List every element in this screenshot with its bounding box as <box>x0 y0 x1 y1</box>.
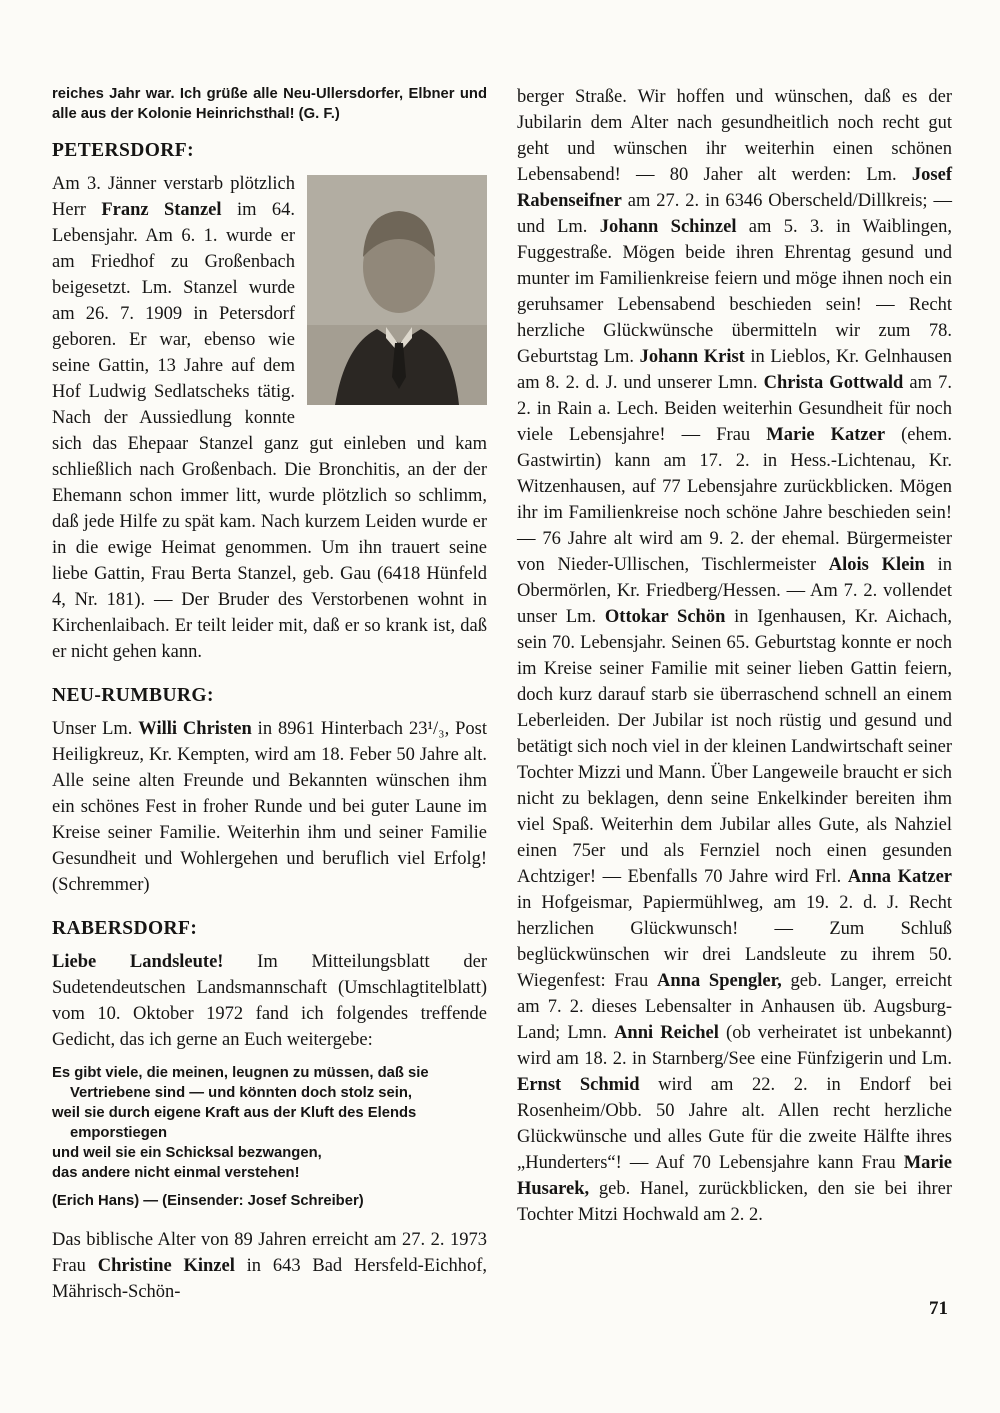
section-heading-petersdorf: PETERSDORF: <box>52 140 194 161</box>
portrait-photo-graphic <box>307 175 487 405</box>
petersdorf-obituary-paragraph <box>52 171 487 665</box>
petersdorf-obituary-text: Am 3. Jänner verstarb plötzlich Herr Franz Stanzel im 64. Lebensjahr. Am 6. 1. wurde er am Friedhof zu Großenbach beigesetzt. Lm. Stanzel wurde am 26. 7. 1909 in Petersdorf geboren. Er war, ebenso wie seine Gattin, 13 Jahre auf dem Hof Ludwig Sedlatscheks tätig. Nach der Aussiedlung konnte sich das Ehepaar Stanzel ganz gut einleben und kam schließlich nach Großenbach. Die Bronchitis, an der der Ehemann schon immer litt, wurde plötzlich so schlimm, daß jede Hilfe zu spät kam. Nach kurzem Leiden wurde er in die ewige Heimat genommen. Um ihn trauert seine liebe Gattin, Frau Berta Stanzel, geb. Gau (6418 Hünfeld 4, Nr. 181). — Der Bruder des Verstorbenen wohnt in Kirchenlaibach. Er teilt leider mit, daß er so krank ist, daß er nicht gehen kann. <box>52 174 487 662</box>
rabersdorf-closing-text: Das biblische Alter von 89 Jahren erreicht am 27. 2. 1973 Frau Christine Kinzel in 643 Bad Hersfeld-Eichhof, Mährisch-Schön- <box>52 1230 487 1302</box>
rabersdorf-intro-text: Liebe Landsleute! Im Mitteilungsblatt der Sudetendeutschen Landsmannschaft (Umschlagtitelblatt) vom 10. Oktober 1972 fand ich folgendes treffende Gedicht, das ich gerne an Euch weitergebe: <box>52 952 487 1050</box>
section-heading-neu-rumburg: NEU-RUMBURG: <box>52 685 214 706</box>
poem-credit-line: (Erich Hans) — (Einsender: Josef Schreiber) <box>52 1193 364 1209</box>
neu-rumburg-paragraph <box>52 716 487 898</box>
birthday-news-paragraph <box>517 84 952 1228</box>
rabersdorf-intro-paragraph <box>52 949 487 1053</box>
section-heading-rabersdorf: RABERSDORF: <box>52 918 198 939</box>
page-number: 71 <box>929 1298 948 1319</box>
portrait-photo <box>307 175 487 405</box>
poem-block: Es gibt viele, die meinen, leugnen zu müssen, daß sie Vertriebene sind — und könnten doch stolz sein, weil sie durch eigene Kraft aus der Kluft des Elends emporstiegen und weil sie ein Schicksal bezwangen, das andere nicht einmal verstehen! <box>52 1065 429 1181</box>
right-column <box>517 84 952 1413</box>
rabersdorf-closing-paragraph <box>52 1227 487 1305</box>
continued-greeting-paragraph: reiches Jahr war. Ich grüße alle Neu-Ullersdorfer, Elbner und alle aus der Kolonie Heinrichsthal! (G. F.) <box>52 86 487 122</box>
left-column <box>52 84 487 1413</box>
neu-rumburg-text: Unser Lm. Willi Christen in 8961 Hinterbach 23¹/₃, Post Heiligkreuz, Kr. Kempten, wird am 18. Feber 50 Jahre alt. Alle seine alten Freunde und Bekannten wünschen ihm ein schönes Fest in froher Runde und bei guter Laune im Kreise seiner Familie. Weiterhin ihm und seiner Familie Gesundheit und Wohlergehen und beruflich viel Erfolg! (Schremmer) <box>52 719 487 895</box>
birthday-news-text: berger Straße. Wir hoffen und wünschen, daß es der Jubilarin dem Alter nach gesundheitlich noch recht gut geht und wünschen ihr weiterhin einen schönen Lebensabend! — 80 Jaher alt werden: Lm. Josef Rabenseifner am 27. 2. in 6346 Oberscheld/Dillkreis; — und Lm. Johann Schinzel am 5. 3. in Waiblingen, Fuggestraße. Mögen beide ihren Ehrentag gesund und munter im Familienkreise feiern und möge ihnen noch ein geruhsamer Lebensabend beschieden sein! — Recht herzliche Glückwünsche übermitteln wir zum 78. Geburtstag Lm. Johann Krist in Lieblos, Kr. Gelnhausen am 8. 2. d. J. und unserer Lmn. Christa Gottwald am 7. 2. in Rain a. Lech. Beiden weiterhin Gesundheit für noch viele Lebensjahre! — Frau Marie Katzer (ehem. Gastwirtin) kann am 17. 2. in Hess.-Lichtenau, Kr. Witzenhausen, auf 77 Lebensjahre zurückblicken. Mögen ihr im Familienkreise noch schöne Jahre beschieden sein! — 76 Jahre alt wird am 9. 2. der ehemal. Bürgermeister von Nieder-Ullischen, Tischlermeister Alois Klein in Obermörlen, Kr. Friedberg/Hessen. — Am 7. 2. vollendet unser Lm. Ottokar Schön in Igenhausen, Kr. Aichach, sein 70. Lebensjahr. Seinen 65. Geburtstag konnte er noch im Kreise seiner Familie mit seiner lieben Gattin feiern, doch kurz darauf starb sie überraschend schnell an einem Leberleiden. Der Jubilar ist noch rüstig und gesund und betätigt sich noch viel in der kleinen Landwirtschaft seiner Tochter Mizzi und Mann. Über Langeweile braucht er sich nicht zu beklagen, denn seine Enkelkinder bereiten ihm viel Spaß. Weiterhin dem Jubilar alles Gute, als Nahziel einen 75er und als Fernziel noch einen gesunden Achtziger! — Ebenfalls 70 Jahre wird Frl. Anna Katzer in Hofgeismar, Papiermühlweg, am 19. 2. d. J. Recht herzlichen Glückwunsch! — Zum Schluß beglückwünschen wir drei Landsleute zu ihrem 50. Wiegenfest: Frau Anna Spengler, geb. Langer, erreicht am 7. 2. dieses Lebensalter in Anhausen üb. Augsburg-Land; Lmn. Anni Reichel (ob verheiratet ist unbekannt) wird am 18. 2. in Starnberg/See eine Fünfzigerin und Lm. Ernst Schmid wird am 22. 2. in Endorf bei Rosenheim/Obb. 50 Jahre alt. Allen recht herzliche Glückwünsche und alles Gute für die zweite Hälfte ihres „Hunderters“! — Auf 70 Lebensjahre kann Frau Marie Husarek, geb. Hanel, zurückblicken, den sie bei ihrer Tochter Mitzi Hochwald am 2. 2. <box>517 87 953 1225</box>
